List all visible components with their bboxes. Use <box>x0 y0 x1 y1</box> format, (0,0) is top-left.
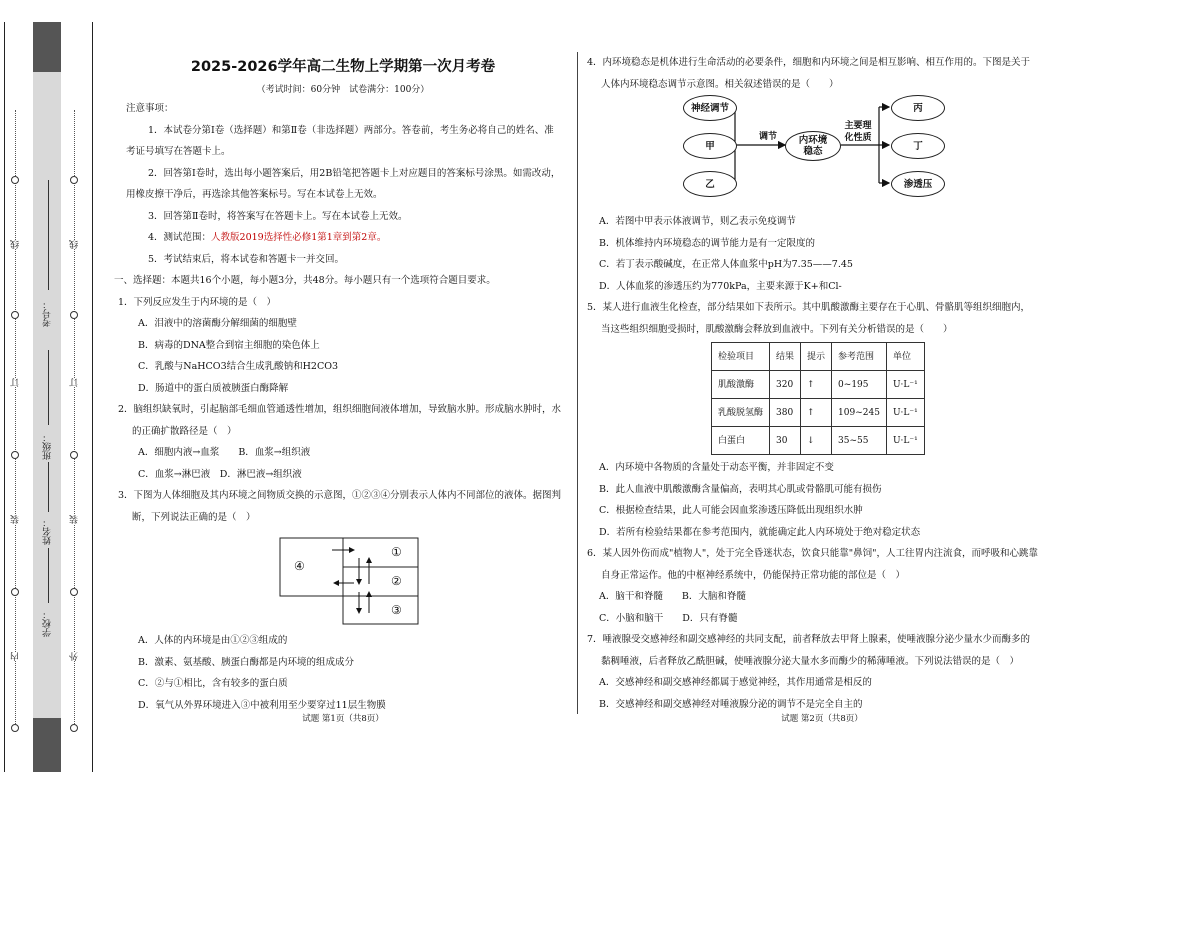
exam-title: 2025-2026学年高二生物上学期第一次月考卷 <box>190 59 496 75</box>
q6-options-cd[interactable]: C．小脑和脑干 D．只有脊髓 <box>599 612 738 624</box>
q7-stem: 7．唾液腺受交感神经和副交感神经的共同支配，前者释放去甲肾上腺素，使唾液腺分泌少量水少而酶多的 <box>587 634 1031 645</box>
q4-option[interactable]: A．若图中甲表示体液调节，则乙表示免疫调节 <box>599 216 796 227</box>
table-cell: 30 <box>770 427 801 455</box>
field-line-school[interactable] <box>48 548 49 603</box>
seal-line-inner <box>15 110 16 730</box>
table-cell: 乳酸脱氢酶 <box>712 399 770 427</box>
q4-label-regulation: 调节 <box>758 132 777 142</box>
page-footer-right: 试题 第2页（共8页） <box>781 714 863 724</box>
table-cell: ↓ <box>801 427 832 455</box>
q4-stem: 4．内环境稳态是机体进行生命活动的必要条件，细胞和内环境之间是相互影响、相互作用的。下图是关于 <box>587 57 1031 68</box>
table-cell: 白蛋白 <box>712 427 770 455</box>
q5-stem-cont: 当这些组织细胞受损时，肌酸激酶会释放到血液中。下列有关分析错误的是（ ） <box>601 323 953 335</box>
q5-option[interactable]: A．内环境中各物质的含量处于动态平衡，并非固定不变 <box>599 462 834 473</box>
notes-heading: 注意事项： <box>126 103 174 114</box>
table-row <box>712 399 925 427</box>
q4-option[interactable]: D．人体血浆的渗透压约为770kPa，主要来源于K+和Cl- <box>599 280 842 292</box>
q3-label-4: ④ <box>294 559 305 573</box>
seal-label: 外 <box>70 652 80 661</box>
seal-circle <box>11 176 19 184</box>
q3-stem: 3．下图为人体细胞及其内环境之间物质交换的示意图，①②③④分别表示人体内不同部位的液体。据图判 <box>118 490 562 501</box>
q3-label-2: ② <box>391 574 402 588</box>
seal-label: 订 <box>11 378 21 387</box>
margin-border-left <box>4 22 5 772</box>
table-cell: 0~195 <box>832 371 887 399</box>
table-cell: 320 <box>770 371 801 399</box>
field-label-exam-number: 考号： <box>43 300 53 327</box>
q3-figure <box>114 528 572 630</box>
q3-option[interactable]: B．激素、氨基酸、胰蛋白酶都是内环境的组成成分 <box>138 656 354 668</box>
section-heading: 一、选择题：本题共16个小题，每小题3分，共48分。每小题只有一个选项符合题目要求。 <box>114 275 496 286</box>
q3-diagram <box>114 528 572 630</box>
q3-label-1: ① <box>391 545 402 559</box>
q3-option[interactable]: C．②与①相比，含有较多的蛋白质 <box>138 678 288 689</box>
q5-option[interactable]: B．此人血液中肌酸激酶含量偏高，表明其心肌或骨骼肌可能有损伤 <box>599 483 882 495</box>
q5-table <box>711 342 925 455</box>
page-2-column <box>587 52 1057 715</box>
q7-option[interactable]: B．交感神经和副交感神经对唾液腺分泌的调节不是完全自主的 <box>599 698 863 710</box>
q4-center-text: 内环境 稳态 <box>798 135 828 157</box>
table-row <box>712 371 925 399</box>
seal-label: 装 <box>70 515 80 524</box>
table-cell: 109~245 <box>832 399 887 427</box>
note-item: 5．考试结束后，将本试卷和答题卡一并交回。 <box>148 253 345 265</box>
q4-node-osmotic: 渗透压 <box>891 171 945 197</box>
page-1-column <box>114 52 572 716</box>
field-line-class[interactable] <box>48 350 49 425</box>
table-row <box>712 427 925 455</box>
q6-stem-cont: 自身正常运作。他的中枢神经系统中，仍能保持正常功能的部位是（ ） <box>601 569 906 581</box>
table-cell: 35~55 <box>832 427 887 455</box>
table-header-cell: 检验项目 <box>712 343 770 371</box>
q4-stem-cont: 人体内环境稳态调节示意图。相关叙述错误的是（ ） <box>601 78 839 90</box>
q5-option[interactable]: C．根据检查结果，此人可能会因血浆渗透压降低出现组织水肿 <box>599 505 863 516</box>
table-header-row <box>712 343 925 371</box>
page-footer-left: 试题 第1页（共8页） <box>302 714 384 724</box>
binding-margin <box>0 0 100 772</box>
q4-option[interactable]: B．机体维持内环境稳态的调节能力是有一定限度的 <box>599 237 815 249</box>
seal-label: 装 <box>11 515 21 524</box>
q5-option[interactable]: D．若所有检验结果都在参考范围内，就能确定此人内环境处于绝对稳定状态 <box>599 526 921 538</box>
table-header-cell: 参考范围 <box>832 343 887 371</box>
seal-circle <box>70 176 78 184</box>
seal-circle <box>70 311 78 319</box>
q5-table-wrap <box>587 340 1057 457</box>
note-item: 2．回答第Ⅰ卷时，选出每小题答案后，用2B铅笔把答题卡上对应题目的答案标号涂黑。如需改动， <box>148 167 561 179</box>
q1-option[interactable]: B．病毒的DNA整合到宿主细胞的染色体上 <box>138 339 320 351</box>
q4-node-jia: 甲 <box>683 133 737 159</box>
note-item: 用橡皮擦干净后，再选涂其他答案标号。写在本试卷上无效。 <box>126 189 383 200</box>
q3-option[interactable]: D．氧气从外界环境进入③中被利用至少要穿过11层生物膜 <box>138 699 386 711</box>
q4-node-bing: 丙 <box>891 95 945 121</box>
seal-label: 线 <box>70 240 80 249</box>
q1-option[interactable]: A．泪液中的溶菌酶分解细菌的细胞壁 <box>138 318 297 329</box>
q7-stem-cont: 黏稠唾液，后者释放乙酰胆碱，使唾液腺分泌大量水多而酶少的稀薄唾液。下列说法错误的是（ ） <box>601 655 1020 667</box>
seal-line-outer <box>74 110 75 730</box>
q3-option[interactable]: A．人体的内环境是由①②③组成的 <box>138 635 288 646</box>
seal-circle <box>70 724 78 732</box>
table-cell: U·L⁻¹ <box>886 427 924 455</box>
note-item-scope <box>114 227 572 249</box>
q2-options-cd[interactable]: C．血浆→淋巴液 D．淋巴液→组织液 <box>138 468 302 480</box>
seal-circle <box>70 588 78 596</box>
seal-label: 线 <box>11 240 21 249</box>
q4-label-properties-1: 主要理 <box>844 121 872 131</box>
column-divider <box>577 52 578 714</box>
field-label-school: 学校： <box>43 610 53 637</box>
q2-options-ab[interactable]: A．细胞内液→血浆 B．血浆→组织液 <box>138 447 311 458</box>
seal-circle <box>11 311 19 319</box>
table-cell: ↑ <box>801 371 832 399</box>
seal-label: 订 <box>70 378 80 387</box>
table-header-cell: 提示 <box>801 343 832 371</box>
exam-subtitle: （考试时间：60分钟 试卷满分：100分） <box>256 85 430 95</box>
table-header-cell: 单位 <box>886 343 924 371</box>
margin-border-right <box>92 22 93 772</box>
table-cell: U·L⁻¹ <box>886 399 924 427</box>
seal-circle <box>11 451 19 459</box>
note-item: 考证号填写在答题卡上。 <box>126 146 231 157</box>
q4-option[interactable]: C．若丁表示酸碱度，在正常人体血浆中pH为7.35——7.45 <box>599 259 853 270</box>
note-item: 1．本试卷分第Ⅰ卷（选择题）和第Ⅱ卷（非选择题）两部分。答卷前，考生务必将自己的姓名、准 <box>148 124 554 136</box>
field-label-class: 班级： <box>43 433 53 460</box>
q4-figure <box>587 95 1057 211</box>
seal-label: 内 <box>11 652 21 661</box>
q2-stem: 2．脑组织缺氧时，引起脑部毛细血管通透性增加，组织细胞间液体增加，导致脑水肿。形成脑水肿时，水 <box>118 404 562 415</box>
q6-stem: 6．某人因外伤而成"植物人"，处于完全昏迷状态，饮食只能靠"鼻饲"，人工往胃内注流食，而呼吸和心跳靠 <box>587 548 1039 559</box>
seal-circle <box>11 724 19 732</box>
q4-node-neural: 神经调节 <box>683 95 737 121</box>
q5-stem: 5．某人进行血液生化检查，部分结果如下表所示。其中肌酸激酶主要存在于心肌、骨骼肌等组织细胞内， <box>587 302 1031 313</box>
q4-node-yi: 乙 <box>683 171 737 197</box>
q3-label-3: ③ <box>391 603 402 617</box>
margin-dark-top <box>33 22 61 72</box>
table-header-cell: 结果 <box>770 343 801 371</box>
q1-stem: 1．下列反应发生于内环境的是（ ） <box>118 296 277 308</box>
q4-node-ding: 丁 <box>891 133 945 159</box>
table-cell: U·L⁻¹ <box>886 371 924 399</box>
field-line-exam-number[interactable] <box>48 180 49 290</box>
q2-stem-cont: 的正确扩散路径是（ ） <box>132 425 237 437</box>
note-scope-prefix: 4．测试范围： <box>148 232 212 243</box>
q3-stem-cont: 断，下列说法正确的是（ ） <box>132 511 256 523</box>
table-cell: ↑ <box>801 399 832 427</box>
q4-label-properties-2: 化性质 <box>844 133 872 143</box>
table-cell: 肌酸激酶 <box>712 371 770 399</box>
seal-circle <box>11 588 19 596</box>
q7-option[interactable]: A．交感神经和副交感神经都属于感觉神经，其作用通常是相反的 <box>599 677 872 688</box>
field-label-name: 姓名： <box>43 518 53 545</box>
margin-dark-bottom <box>33 718 61 772</box>
q1-option[interactable]: D．肠道中的蛋白质被胰蛋白酶降解 <box>138 382 289 394</box>
q1-option[interactable]: C．乳酸与NaHCO3结合生成乳酸钠和H2CO3 <box>138 361 339 372</box>
table-cell: 380 <box>770 399 801 427</box>
q6-options-ab[interactable]: A．脑干和脊髓 B．大脑和脊髓 <box>599 591 746 602</box>
q4-node-homeostasis <box>785 131 841 161</box>
note-scope-range: 人教版2019选择性必修1第1章到第2章。 <box>211 232 387 243</box>
note-item: 3．回答第Ⅱ卷时，将答案写在答题卡上。写在本试卷上无效。 <box>148 210 408 222</box>
seal-circle <box>70 451 78 459</box>
field-line-name[interactable] <box>48 462 49 512</box>
